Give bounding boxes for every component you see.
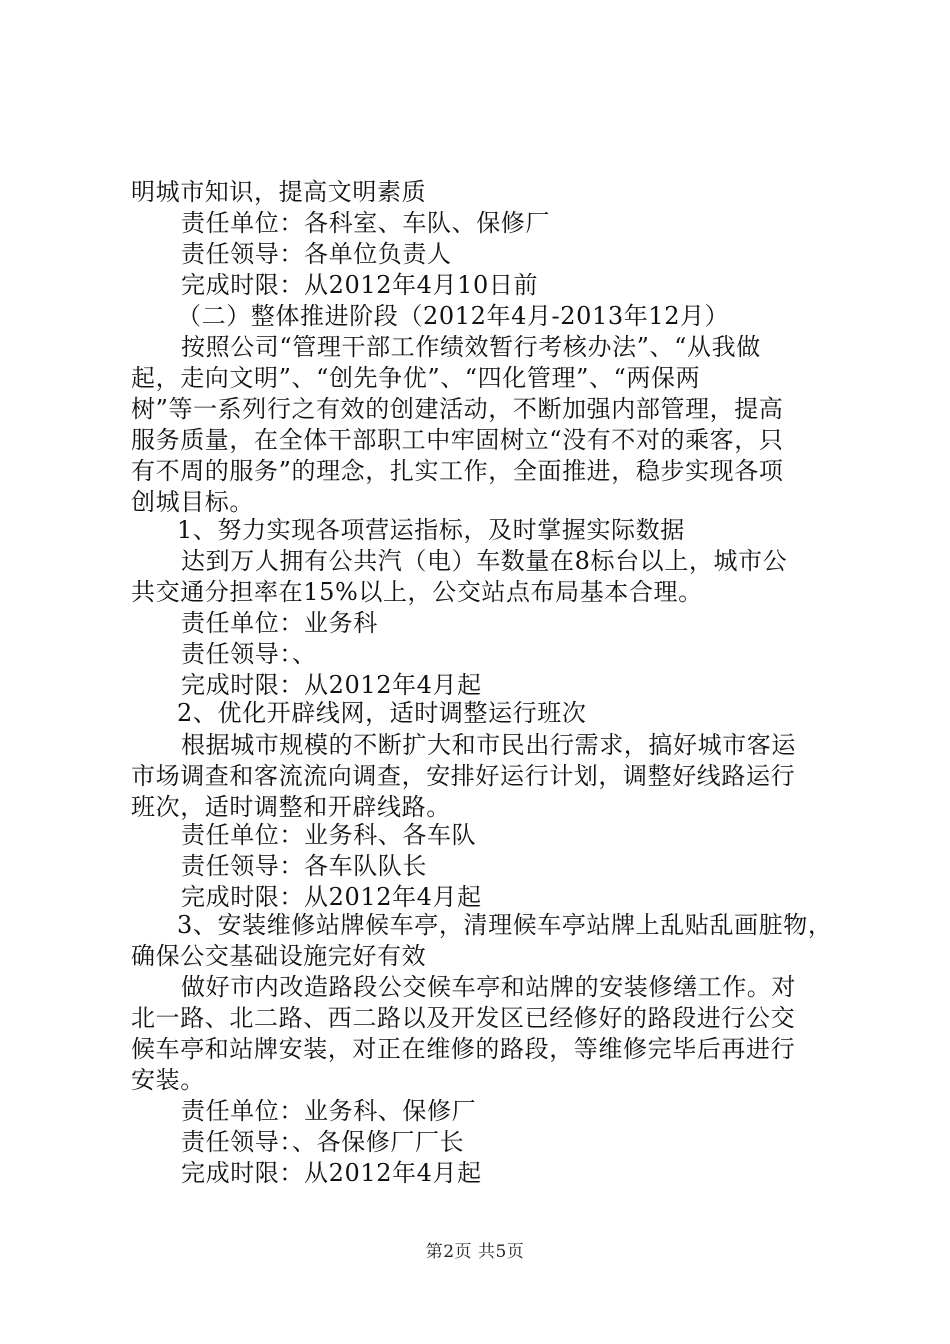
text-line: 达到万人拥有公共汽（电）车数量在8标台以上，城市公 [181, 547, 788, 575]
text-line: 根据城市规模的不断扩大和市民出行需求，搞好城市客运 [181, 731, 796, 759]
text-line: 创城目标。 [131, 488, 254, 516]
text-line: 做好市内改造路段公交候车亭和站牌的安装修缮工作。对 [181, 973, 796, 1001]
item-heading: 2、优化开辟线网，适时调整运行班次 [177, 699, 587, 727]
text-line: 责任单位：各科室、车队、保修厂 [181, 209, 550, 237]
text-line: 明城市知识，提高文明素质 [131, 178, 427, 206]
page-footer: 第2页 共5页 [425, 1242, 525, 1262]
text-line: 责任单位：业务科 [181, 609, 378, 637]
text-line: 安装。 [131, 1066, 205, 1094]
text-line: 完成时限：从2012年4月10日前 [181, 271, 539, 299]
text-line: 共交通分担率在15%以上，公交站点布局基本合理。 [131, 578, 703, 606]
text-line: 服务质量，在全体干部职工中牢固树立“没有不对的乘客，只 [131, 426, 784, 454]
text-line: 班次，适时调整和开辟线路。 [131, 793, 451, 821]
text-line: 完成时限：从2012年4月起 [181, 883, 482, 911]
text-line: 按照公司“管理干部工作绩效暂行考核办法”、“从我做 [181, 333, 761, 361]
text-line: 责任领导：各车队队长 [181, 852, 427, 880]
text-line: 责任单位：业务科、保修厂 [181, 1097, 477, 1125]
text-line: 北一路、北二路、西二路以及开发区已经修好的路段进行公交 [131, 1004, 796, 1032]
text-line: 树”等一系列行之有效的创建活动，不断加强内部管理，提高 [131, 395, 784, 423]
text-line: 有不周的服务”的理念，扎实工作，全面推进，稳步实现各项 [131, 457, 784, 485]
item-heading: 1、努力实现各项营运指标，及时掌握实际数据 [177, 516, 685, 544]
text-line: 责任领导：、 [181, 640, 317, 668]
text-line: 责任领导：、各保修厂厂长 [181, 1128, 465, 1156]
text-line: 完成时限：从2012年4月起 [181, 1159, 482, 1187]
section-heading: （二）整体推进阶段（2012年4月-2013年12月） [177, 302, 730, 330]
text-line: 起，走向文明”、“创先争优”、“四化管理”、“两保两 [131, 364, 701, 392]
text-line: 完成时限：从2012年4月起 [181, 671, 482, 699]
text-line: 责任领导：各单位负责人 [181, 240, 452, 268]
text-line: 责任单位：业务科、各车队 [181, 821, 477, 849]
item-heading: 3、安装维修站牌候车亭，清理候车亭站牌上乱贴乱画脏物， [177, 911, 833, 939]
text-line: 市场调查和客流流向调查，安排好运行计划，调整好线路运行 [131, 762, 796, 790]
text-line: 确保公交基础设施完好有效 [131, 942, 427, 970]
text-line: 候车亭和站牌安装，对正在维修的路段，等维修完毕后再进行 [131, 1035, 796, 1063]
